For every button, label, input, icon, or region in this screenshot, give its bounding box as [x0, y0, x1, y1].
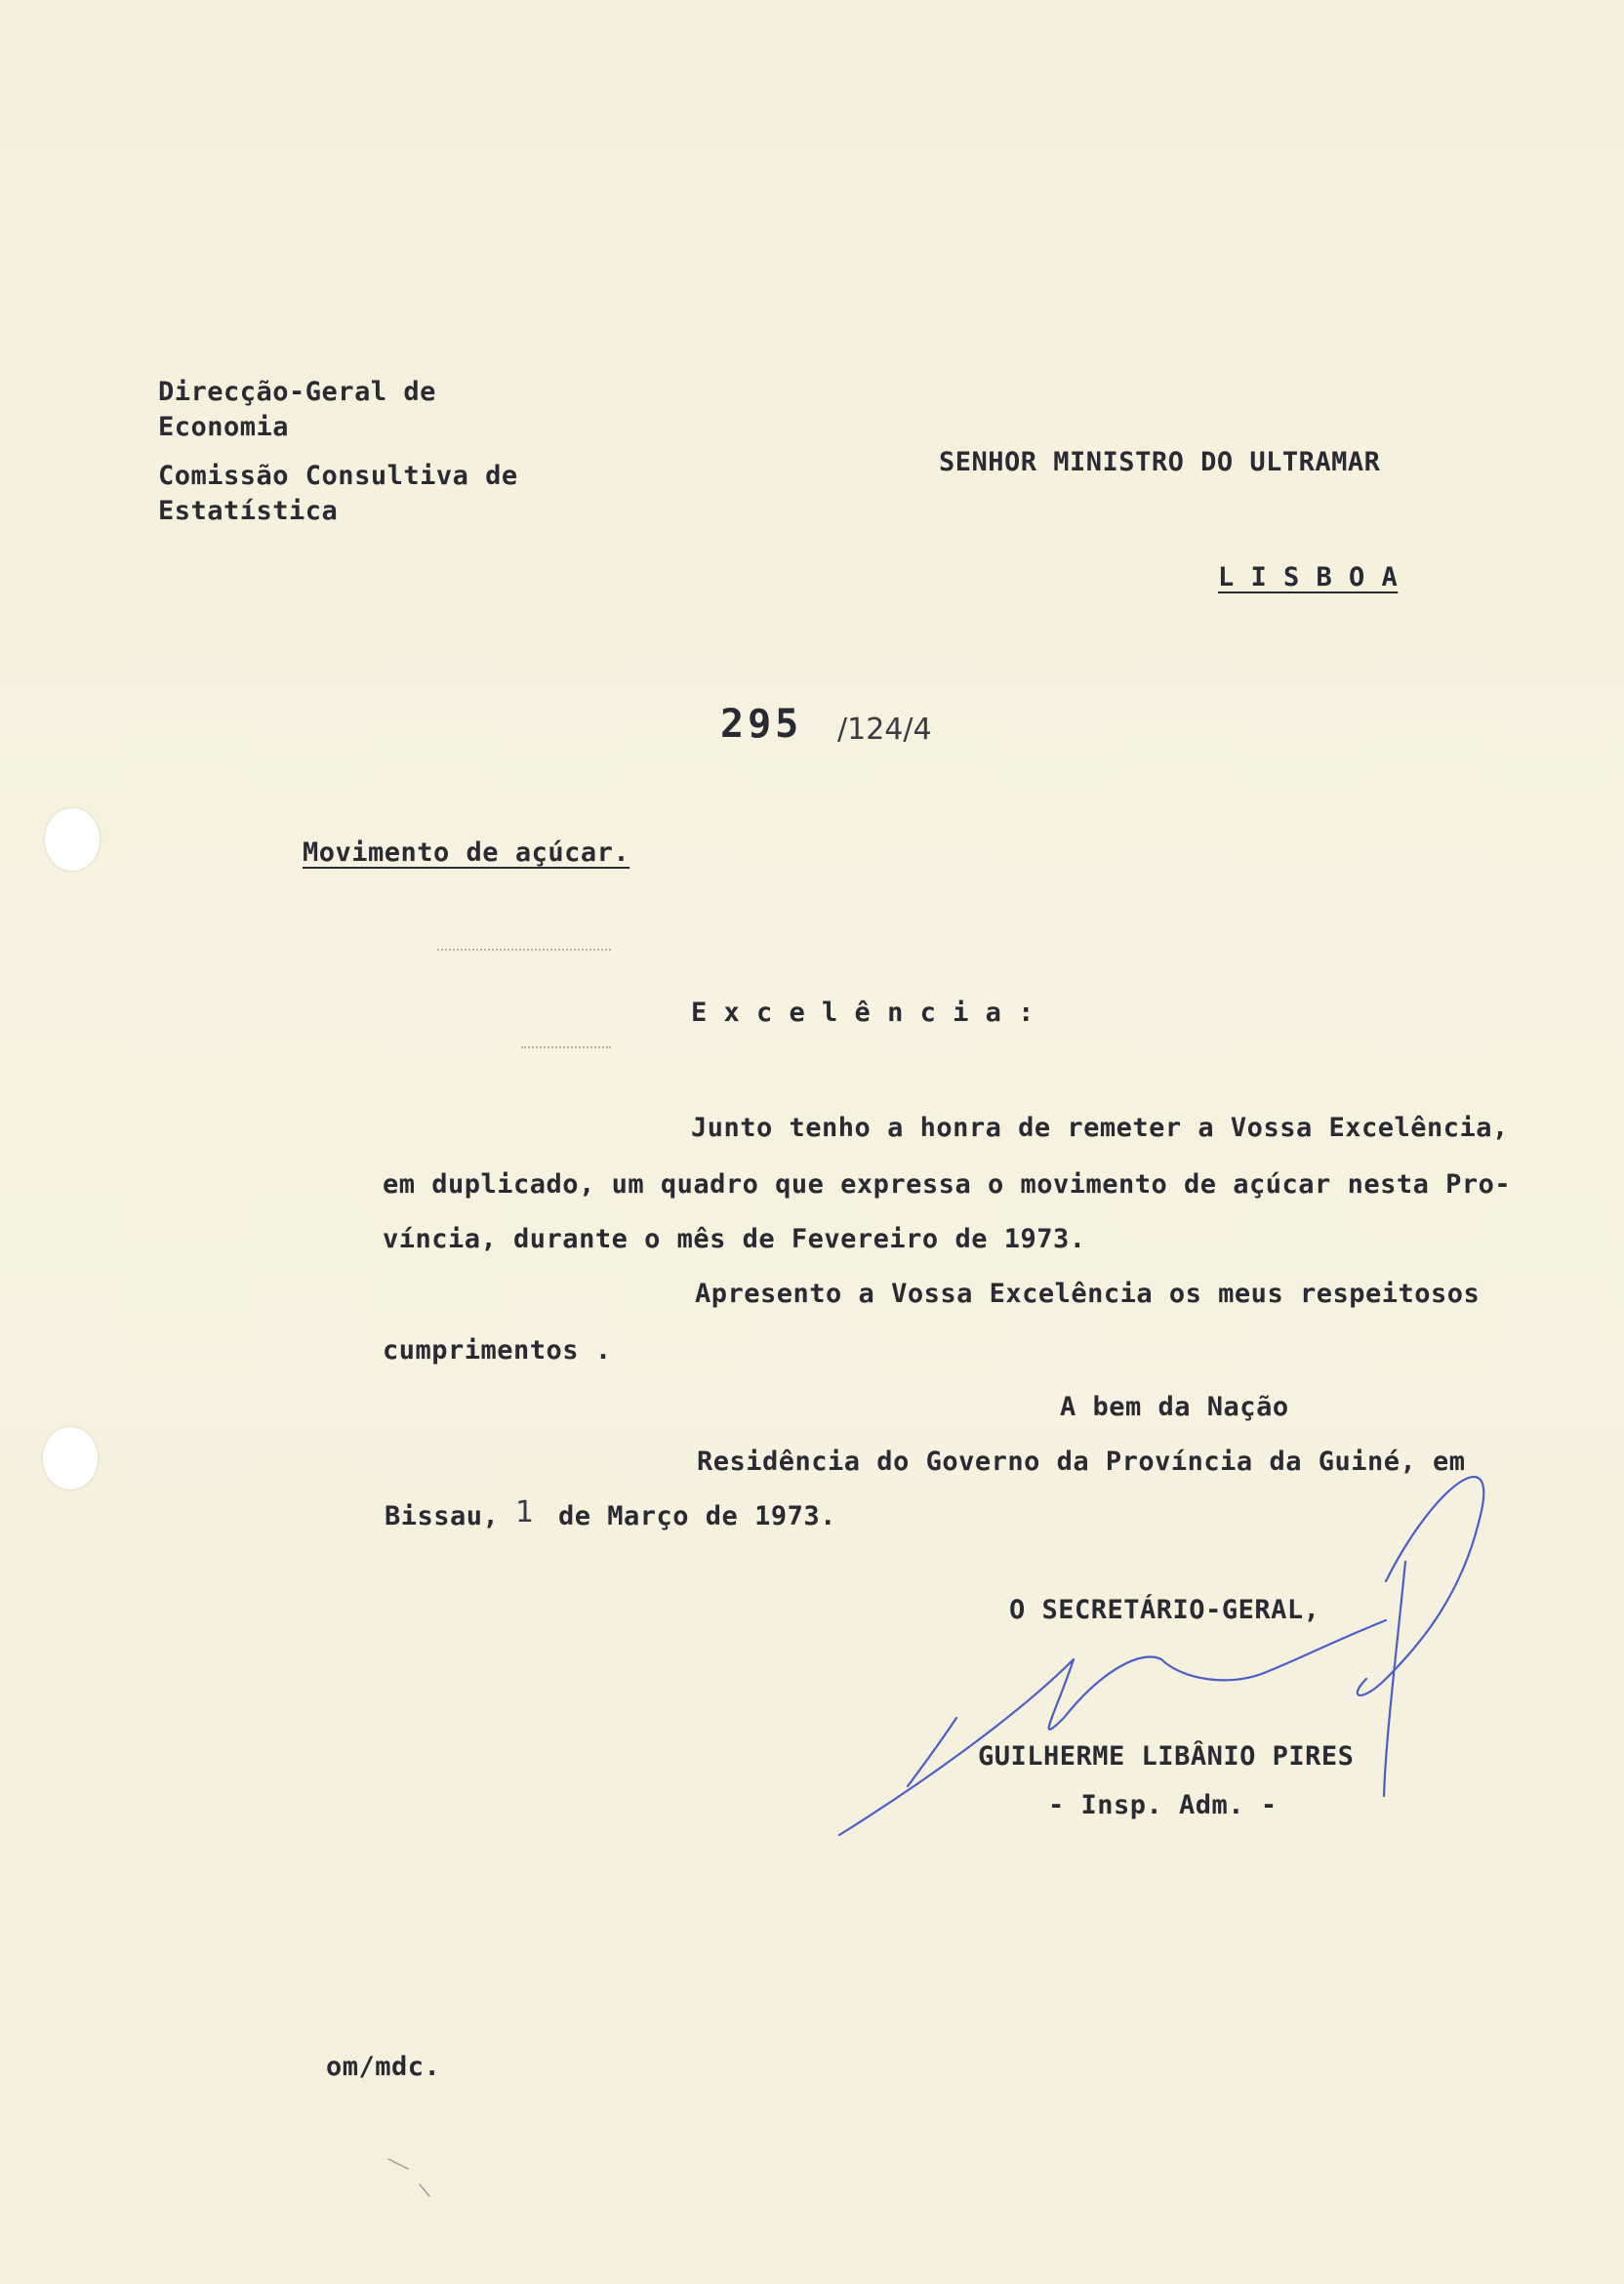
- fold-mark-1: [388, 2159, 408, 2169]
- body-paragraph-1-line-2: em duplicado, um quadro que expressa o movimento de açúcar nesta Pro-: [383, 1169, 1512, 1200]
- sender-line-4: Estatística: [158, 496, 339, 526]
- reference-suffix: /124/4: [837, 713, 932, 747]
- signature-stroke-main: [839, 1620, 1386, 1835]
- signature-stroke-loop: [1358, 1477, 1484, 1695]
- closing-motto: A bem da Nação: [1060, 1392, 1289, 1422]
- reference-number: 295: [720, 702, 803, 747]
- signature-role: O SECRETÁRIO-GERAL,: [1009, 1595, 1320, 1625]
- sender-line-2: Economia: [158, 412, 290, 442]
- closing-place-prefix: Bissau,: [385, 1501, 500, 1531]
- signature-name: GUILHERME LIBÂNIO PIRES: [978, 1741, 1355, 1772]
- typist-initials: om/mdc.: [326, 2052, 441, 2082]
- closing-place-line-1: Residência do Governo da Província da Guiné, em: [697, 1447, 1466, 1477]
- signature-stroke-lead: [908, 1718, 956, 1786]
- sender-line-3: Comissão Consultiva de: [158, 461, 518, 491]
- recipient-title: SENHOR MINISTRO DO ULTRAMAR: [939, 447, 1381, 477]
- body-paragraph-2-line-2: cumprimentos .: [383, 1335, 612, 1366]
- fold-mark-2: [420, 2184, 429, 2196]
- signature-rank: - Insp. Adm. -: [1048, 1790, 1278, 1820]
- closing-place-suffix: de Março de 1973.: [558, 1501, 836, 1531]
- closing-day-handwritten: 1: [515, 1495, 535, 1529]
- subject-line: Movimento de açúcar.: [303, 837, 630, 868]
- body-paragraph-1-line-3: víncia, durante o mês de Fevereiro de 1973.: [383, 1224, 1086, 1254]
- salutation: E x c e l ê n c i a :: [691, 998, 1035, 1028]
- body-paragraph-2-line-1: Apresento a Vossa Excelência os meus respeitosos: [695, 1279, 1481, 1309]
- body-paragraph-1-line-1: Junto tenho a honra de remeter a Vossa Excelência,: [691, 1113, 1509, 1143]
- sender-line-1: Direcção-Geral de: [158, 377, 436, 407]
- recipient-city: L I S B O A: [1218, 562, 1399, 592]
